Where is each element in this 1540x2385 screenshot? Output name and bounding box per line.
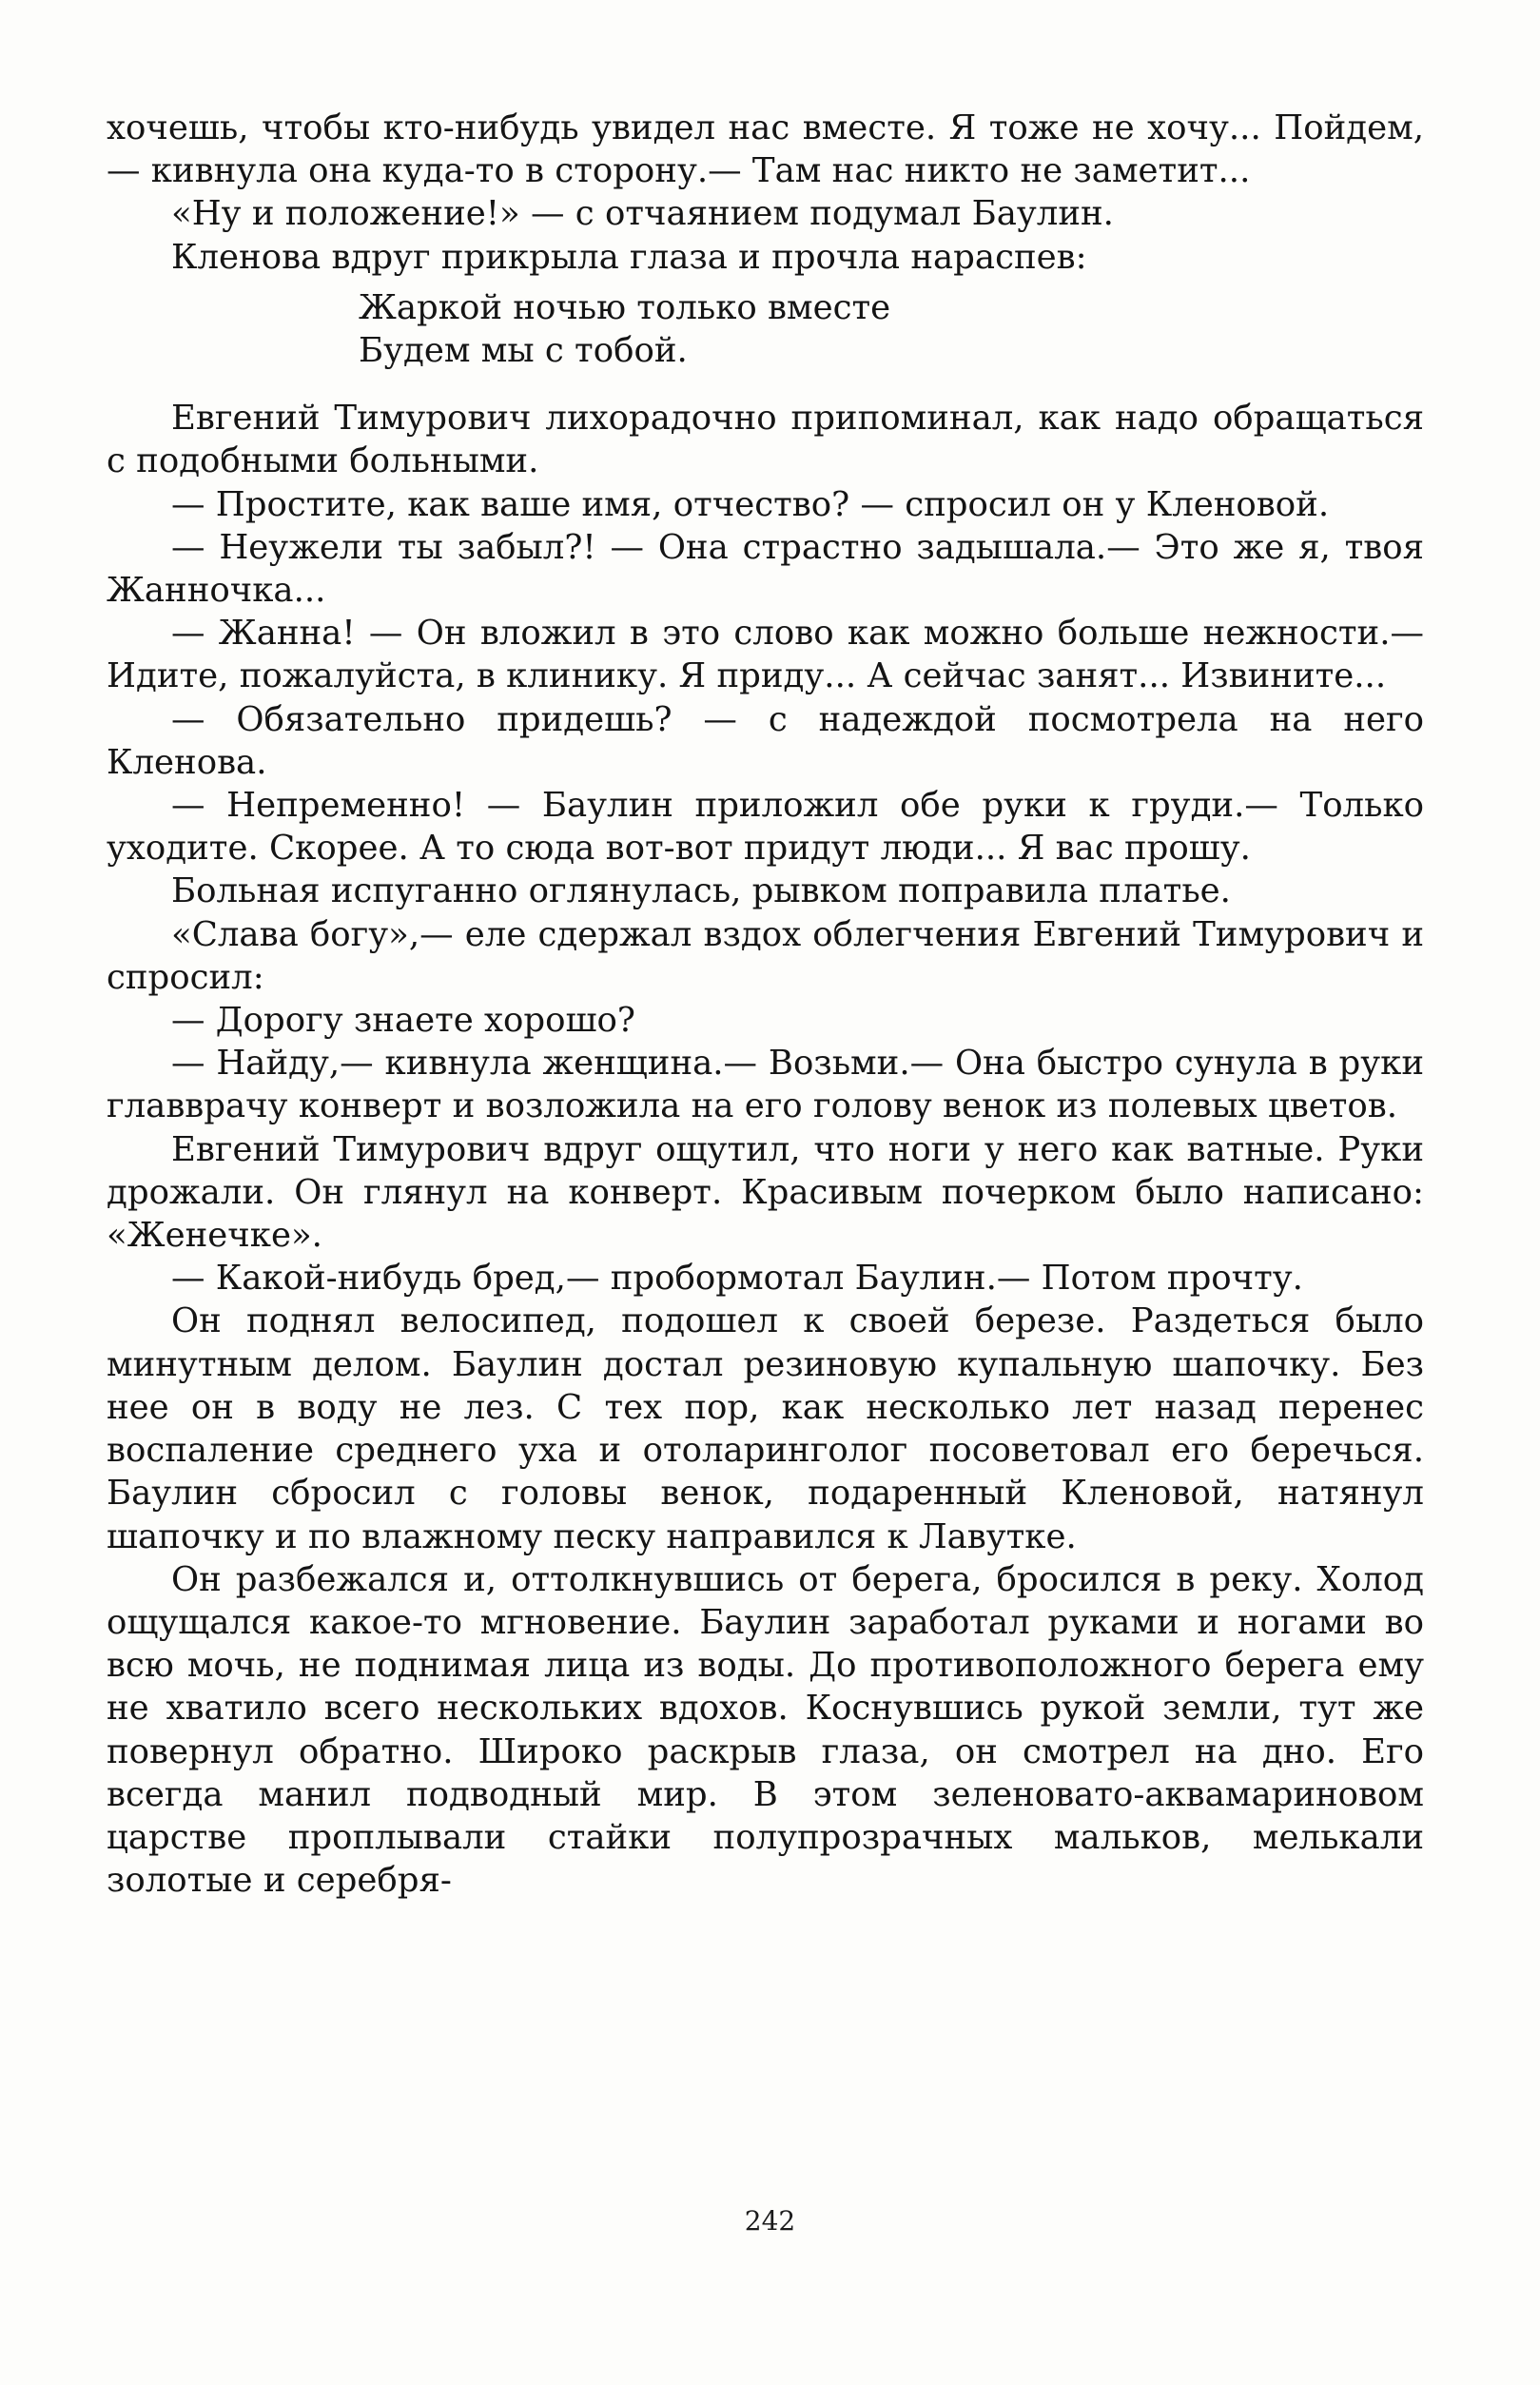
paragraph: Он разбежался и, оттолкнувшись от берега, бросился в реку. Холод ощущался какое-то мгновение. Баулин заработал руками и ногами во всю мочь, не поднимая лица из воды. До противоположного берега ему не хватило всего нескольких вдохов. Коснувшись рукой земли, тут же повернул обратно. Широко раскрыв глаза, он смотрел на дно. Его всегда манил подводный мир. В этом зеленовато-аквамариновом царстве проплывали стайки полупрозрачных мальков, мелькали золотые и серебря- bbox=[107, 1559, 1424, 1901]
dialogue-line: — Обязательно придешь? — с надеждой посмотрела на него Кленова. bbox=[107, 699, 1424, 782]
paragraph: Кленова вдруг прикрыла глаза и прочла нараспев: bbox=[171, 237, 1087, 277]
page-number: 242 bbox=[744, 2205, 796, 2237]
dialogue-line: — Какой-нибудь бред,— пробормотал Баулин.— Потом прочту. bbox=[171, 1259, 1303, 1299]
paragraph: Евгений Тимурович вдруг ощутил, что ноги у него как ватные. Руки дрожали. Он глянул на конверт. Красивым почерком было написано: «Женечке». bbox=[107, 1129, 1424, 1256]
dialogue-line: — Неужели ты забыл?! — Она страстно задышала.— Это же я, твоя Жанночка... bbox=[107, 527, 1424, 611]
verse-quote bbox=[359, 286, 1424, 372]
dialogue-line: — Найду,— кивнула женщина.— Возьми.— Она быстро сунула в руки главврачу конверт и возложила на его голову венок из полевых цветов. bbox=[107, 1044, 1424, 1126]
page-body-text bbox=[107, 107, 1424, 1902]
paragraph: «Слава богу»,— еле сдержал вздох облегчения Евгений Тимурович и спросил: bbox=[107, 914, 1424, 997]
dialogue-line: — Простите, как ваше имя, отчество? — спросил он у Кленовой. bbox=[171, 484, 1330, 524]
paragraph: Он поднял велосипед, подошел к своей березе. Раздеться было минутным делом. Баулин достал резиновую купальную шапочку. Без нее он в воду не лез. С тех пор, как несколько лет назад перенес воспаление среднего уха и отоларинголог посоветовал его беречься. Баулин сбросил с головы венок, подаренный Кленовой, натянул шапочку и по влажному песку направился к Лавутке. bbox=[107, 1301, 1424, 1556]
dialogue-line: — Дорогу знаете хорошо? bbox=[171, 1001, 635, 1041]
verse-line: Жаркой ночью только вместе bbox=[359, 287, 891, 327]
paragraph-continued: хочешь, чтобы кто-нибудь увидел нас вместе. Я тоже не хочу... Пойдем,— кивнула она куда-то в сторону.— Там нас никто не заметит... bbox=[107, 108, 1424, 191]
paragraph: Евгений Тимурович лихорадочно припоминал, как надо обращаться с подобными больными. bbox=[107, 399, 1424, 481]
dialogue-line: — Непременно! — Баулин приложил обе руки к груди.— Только уходите. Скорее. А то сюда вот-вот придут люди... Я вас прошу. bbox=[107, 786, 1424, 869]
paragraph: «Ну и положение!» — с отчаянием подумал Баулин. bbox=[171, 194, 1114, 234]
paragraph: Больная испуганно оглянулась, рывком поправила платье. bbox=[171, 871, 1231, 911]
dialogue-line: — Жанна! — Он вложил в это слово как можно больше нежности.— Идите, пожалуйста, в клинику. Я приду... А сейчас занят... Извините... bbox=[107, 614, 1424, 696]
verse-line: Будем мы с тобой. bbox=[359, 331, 688, 371]
